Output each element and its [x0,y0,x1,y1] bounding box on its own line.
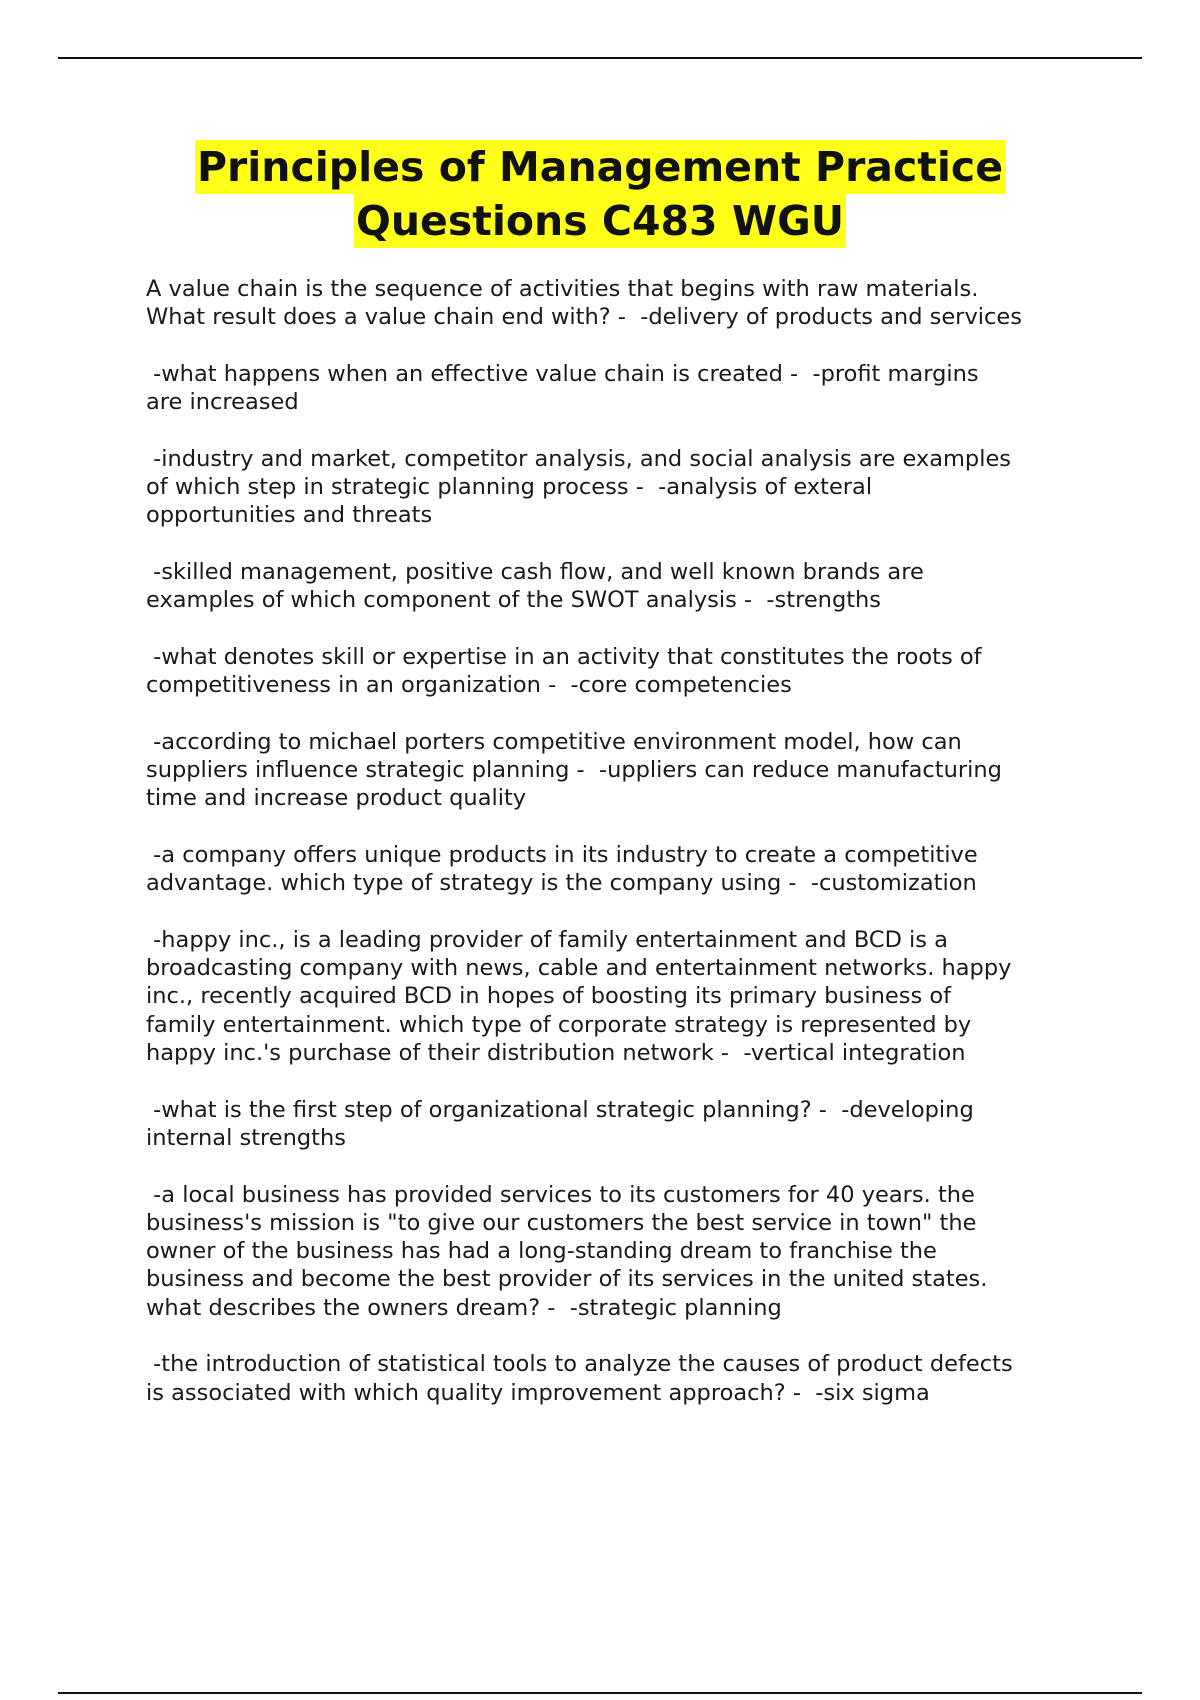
question-list [146,275,1126,1435]
question-item: -industry and market, competitor analysis, and social analysis are examples of which step in strategic planning process - -analysis of exteral opportunities and threats [146,445,1012,529]
question-item: -the introduction of statistical tools to analyze the causes of product defects is associated with which quality improvement approach? - -six sigma [146,1351,1013,1406]
question-item: A value chain is the sequence of activities that begins with raw materials. What result does a value chain end with? - -delivery of products and services [146,276,1022,331]
question-item: -according to michael porters competitive environment model, how can suppliers influence strategic planning - -uppliers can reduce manufacturing time and increase product quality [146,728,1002,812]
top-rule [58,57,1142,59]
question-item: -a local business has provided services to its customers for 40 years. the business's mission is "to give our customers the best service in town" the owner of the business has had a long-standing dream to franchise the business and become the best provider of its services in the united states. what describes the owners dream? - -strategic planning [146,1181,988,1321]
question-item: -what denotes skill or expertise in an activity that constitutes the roots of competitiveness in an organization - -core competencies [146,643,982,699]
bottom-rule [58,1692,1142,1694]
title-line-1: Principles of Management Practice [195,140,1005,194]
question-item: -a company offers unique products in its industry to create a competitive advantage. which type of strategy is the company using - -customization [146,841,978,897]
page-title [100,140,1100,248]
question-item: -happy inc., is a leading provider of family entertainment and BCD is a broadcasting company with news, cable and entertainment networks. happy inc., recently acquired BCD in hopes of boosting its primary business of family entertainment. which type of corporate strategy is represented by happy inc.'s purchase of their distribution network - -vertical integration [146,926,1012,1067]
question-item: -what happens when an effective value chain is created - -profit margins are increased [146,360,979,416]
question-item: -what is the first step of organizational strategic planning? - -developing internal strengths [146,1096,974,1151]
title-line-2: Questions C483 WGU [354,194,846,248]
question-item: -skilled management, positive cash flow, and well known brands are examples of which component of the SWOT analysis - -strengths [146,558,924,614]
